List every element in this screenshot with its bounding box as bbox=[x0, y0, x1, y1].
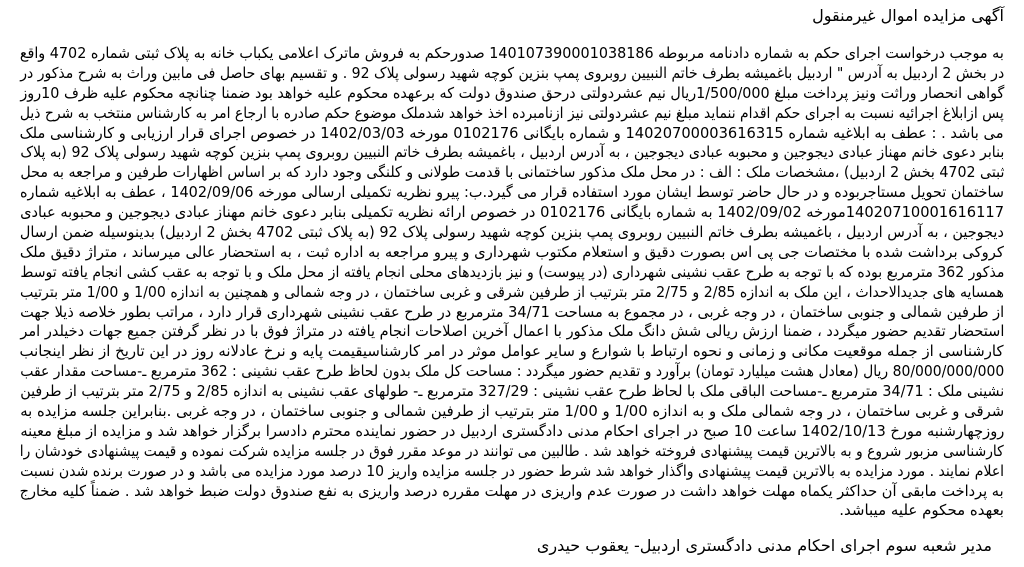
body-line bbox=[20, 103, 1004, 123]
body-line-text: روزچهارشنبه مورخ 1402/10/13 ساعت 10 صبح در اجرای احکام مدنی دادگستری اردبیل در حضور نماینده محترم دادسرا برگزار خواهد شد و مزایده از مبلغ معینه bbox=[20, 421, 1004, 440]
body-line bbox=[20, 381, 1004, 401]
body-line bbox=[20, 43, 1004, 63]
body-line bbox=[20, 421, 1004, 441]
body-line-text: ثبتی 4702 بخش 2 اردبیل) ،مشخصات ملک : الف : در محل ملک مذکور ساختمانی با قدمت طولانی و کلنگی وجود دارد که بر اساس اظهارات طرفین و مراجعه به محل bbox=[20, 163, 1004, 182]
body-line bbox=[20, 222, 1004, 242]
body-line bbox=[20, 441, 1004, 461]
body-line bbox=[20, 341, 1004, 361]
body-line-text: همسایه های جدیدالاحداث ، این ملک به اندازه 2/85 و 2/75 متر بترتیب از طرفین شرقی و غربی ساختمان ، در وجه شمالی و همچنین به اندازه 1/00 و 1/00 متر بترتیب bbox=[20, 282, 1004, 301]
body-line-text: کارشناسی مزبور شروع و به بالاترین قیمت پیشنهادی فروخته خواهد شد . طالبین می توانند در موعد مقرر فوق در جلسه مزایده شرکت نموده و قیمت پیشنهادی خودشان را bbox=[20, 441, 1004, 460]
body-line-text: بنابر دعوی خانم مهناز عبادی دیجوجین و محبوبه عبادی دیجوجین ، به آدرس اردبیل ، باغمیشه بطرف خاتم النبیین روبروی پمپ بنزین کوچه شهید رسولی پلاک 92 (به پلاک bbox=[20, 143, 1004, 162]
body-line-text: نشینی ملک : 34/71 مترمربع ـ-مساحت الباقی ملک با لحاظ طرح عقب نشینی : 327/29 مترمربع ـ- طولهای عقب نشینی به اندازه 2/85 و 2/75 متر بترتیب از طرفین bbox=[20, 382, 1004, 401]
body-line bbox=[20, 123, 1004, 143]
body-line bbox=[20, 182, 1004, 202]
body-line bbox=[20, 162, 1004, 182]
body-line bbox=[20, 481, 1004, 501]
body-line bbox=[20, 63, 1004, 83]
body-line bbox=[20, 401, 1004, 421]
body-line-text: ساختمان تحویل مستاجربوده و در حال حاضر توسط ایشان مورد استفاده قرار می گیرد.ب: پیرو نظریه تکمیلی ارسالی مورخه 1402/09/06 ، عطف به ابلاغیه شماره bbox=[20, 183, 1004, 202]
body-line-text: اعلام نمایند . مورد مزایده به بالاترین قیمت پیشنهادی واگذار خواهد شد شرط حضور در جلسه مزایده واریز 10 درصد مورد مزایده می باشد و در صورت برنده شدن نسبت bbox=[20, 461, 1004, 480]
body-line bbox=[20, 262, 1004, 282]
notice-body bbox=[20, 43, 1004, 520]
signature: مدیر شعبه سوم اجرای احکام مدنی دادگستری اردبیل- یعقوب حیدری bbox=[536, 536, 992, 555]
body-line bbox=[20, 202, 1004, 222]
body-line bbox=[20, 282, 1004, 302]
body-line-text: پس ازابلاغ اجرائیه نسبت به اجرای حکم اقدام ننماید مبلغ نیم عشردولتی نیز ازنامبرده اخذ خواهد شدملک موضوع حکم صادره با ارجاع امر به کارشناس منتخب به شرح ذیل bbox=[20, 103, 1004, 122]
body-line-text: به موجب درخواست اجرای حکم به شماره دادنامه مربوطه 140107390001038186 صدورحکم به فروش ماترک اعلامی یکباب خانه به پلاک ثبتی شماره 4702 واقع bbox=[20, 44, 1004, 62]
notice-title: آگهی مزایده اموال غیرمنقول bbox=[812, 6, 1004, 25]
body-line-text: بعهده محکوم علیه میباشد. bbox=[839, 501, 1004, 520]
body-line bbox=[20, 142, 1004, 162]
body-line-text: شرقی و غربی ساختمان ، در وجه شمالی ملک و به اندازه 1/00 و 1/00 متر بترتیب از طرفین شمالی و جنوبی ساختمان ، در وجه غربی .بنابراین جلسه مزایده به bbox=[20, 402, 1004, 421]
body-line-text: مذکور 362 مترمربع بوده که با توجه به طرح عقب نشینی شهرداری (در پیوست) و نیز بازدیدهای محلی انجام یافته از محل ملک و با توجه به عقب کشی انجام یافته توسط bbox=[20, 262, 1004, 281]
body-line-text: گواهی انحصار وراثت ونیز پرداخت مبلغ 1/500/000ریال نیم عشردولتی درحق صندوق دولت که برعهده محکوم علیه خواهد بود ضمنا چنانچه محکوم علیه ظرف 10روز bbox=[20, 83, 1004, 102]
body-line bbox=[20, 302, 1004, 322]
body-line bbox=[20, 321, 1004, 341]
body-line bbox=[20, 242, 1004, 262]
body-line bbox=[20, 361, 1004, 381]
body-line bbox=[20, 500, 1004, 520]
body-line bbox=[20, 83, 1004, 103]
body-line-text: 80/000/000/000 ریال (معادل هشت میلیارد تومان) برآورد و تقدیم حضور میگردد : مساحت کل ملک بدون لحاظ طرح عقب نشینی : 362 مترمربع ـ-مساحت مقدار عقب bbox=[20, 362, 1004, 381]
body-line-text: کروکی برداشت شده با مختصات جی پی اس بصورت دقیق و استعلام مکتوب شهرداری و پیرو مراجعه به اداره ثبت ، به استحضار عالی میرساند ، متراژ دقیق ملک bbox=[20, 242, 1004, 261]
body-line-text: می باشد . : عطف به ابلاغیه شماره 14020700003616315 و شماره بایگانی 0102176 مورخه 1402/03/03 در خصوص اجرای قرار ارزیابی و کارشناسی ملک bbox=[20, 123, 1004, 142]
body-line-text: دیجوجین ، به آدرس اردبیل ، باغمیشه بطرف خاتم النبیین روبروی پمپ بنزین کوچه شهید رسولی پلاک 92 (به پلاک ثبتی 4702 بخش 2 اردبیل) بدینوسیله ضمن ارسال bbox=[20, 223, 1005, 242]
body-line-text: استحضار تقدیم حضور میگردد ، ضمنا ارزش ریالی شش دانگ ملک مذکور با اعمال آخرین اصلاحات انجام یافته در متراژ فوق با در نظر گرفتن جمیع جهات دخیلدر امر bbox=[20, 322, 1004, 341]
body-line bbox=[20, 461, 1004, 481]
body-line-text: در بخش 2 اردبیل به آدرس " اردبیل باغمیشه بطرف خاتم النبیین روبروی پمپ بنزین کوچه شهید رسولی پلاک 92 . و تقسیم بهای حاصل فی مابین وراث به شرح مذکور در bbox=[20, 63, 1004, 82]
body-line-text: از طرفین شمالی و جنوبی ساختمان ، در وجه غربی ، در مجموع به مساحت 34/71 مترمربع در طرح عقب نشینی شهرداری قرار دارد ، مراتب بطور خلاصه ذیلا جهت bbox=[20, 302, 1004, 321]
body-line-text: 14020710001616117مورخه 1402/09/02 به شماره بایگانی 0102176 در خصوص ارائه نظریه تکمیلی بنابر دعوی خانم مهناز عبادی دیجوجین و محبوبه عبادی bbox=[20, 203, 1004, 222]
body-line-text: کارشناسی از جمله موقعیت مکانی و زمانی و نحوه ارتباط با شوارع و سایر عوامل موثر در امر کارشناسیقیمت پایه و نرخ عادلانه روز در این تاریخ از نظر اینجانب bbox=[20, 342, 1004, 361]
body-line-text: به پرداخت مابقی آن حداکثر یکماه مهلت خواهد داشت در صورت عدم واریزی در مهلت مقرره درصد واریزی به نفع صندوق دولت ضبط خواهد شد . ضمناً کلیه مخارج bbox=[20, 481, 1004, 500]
